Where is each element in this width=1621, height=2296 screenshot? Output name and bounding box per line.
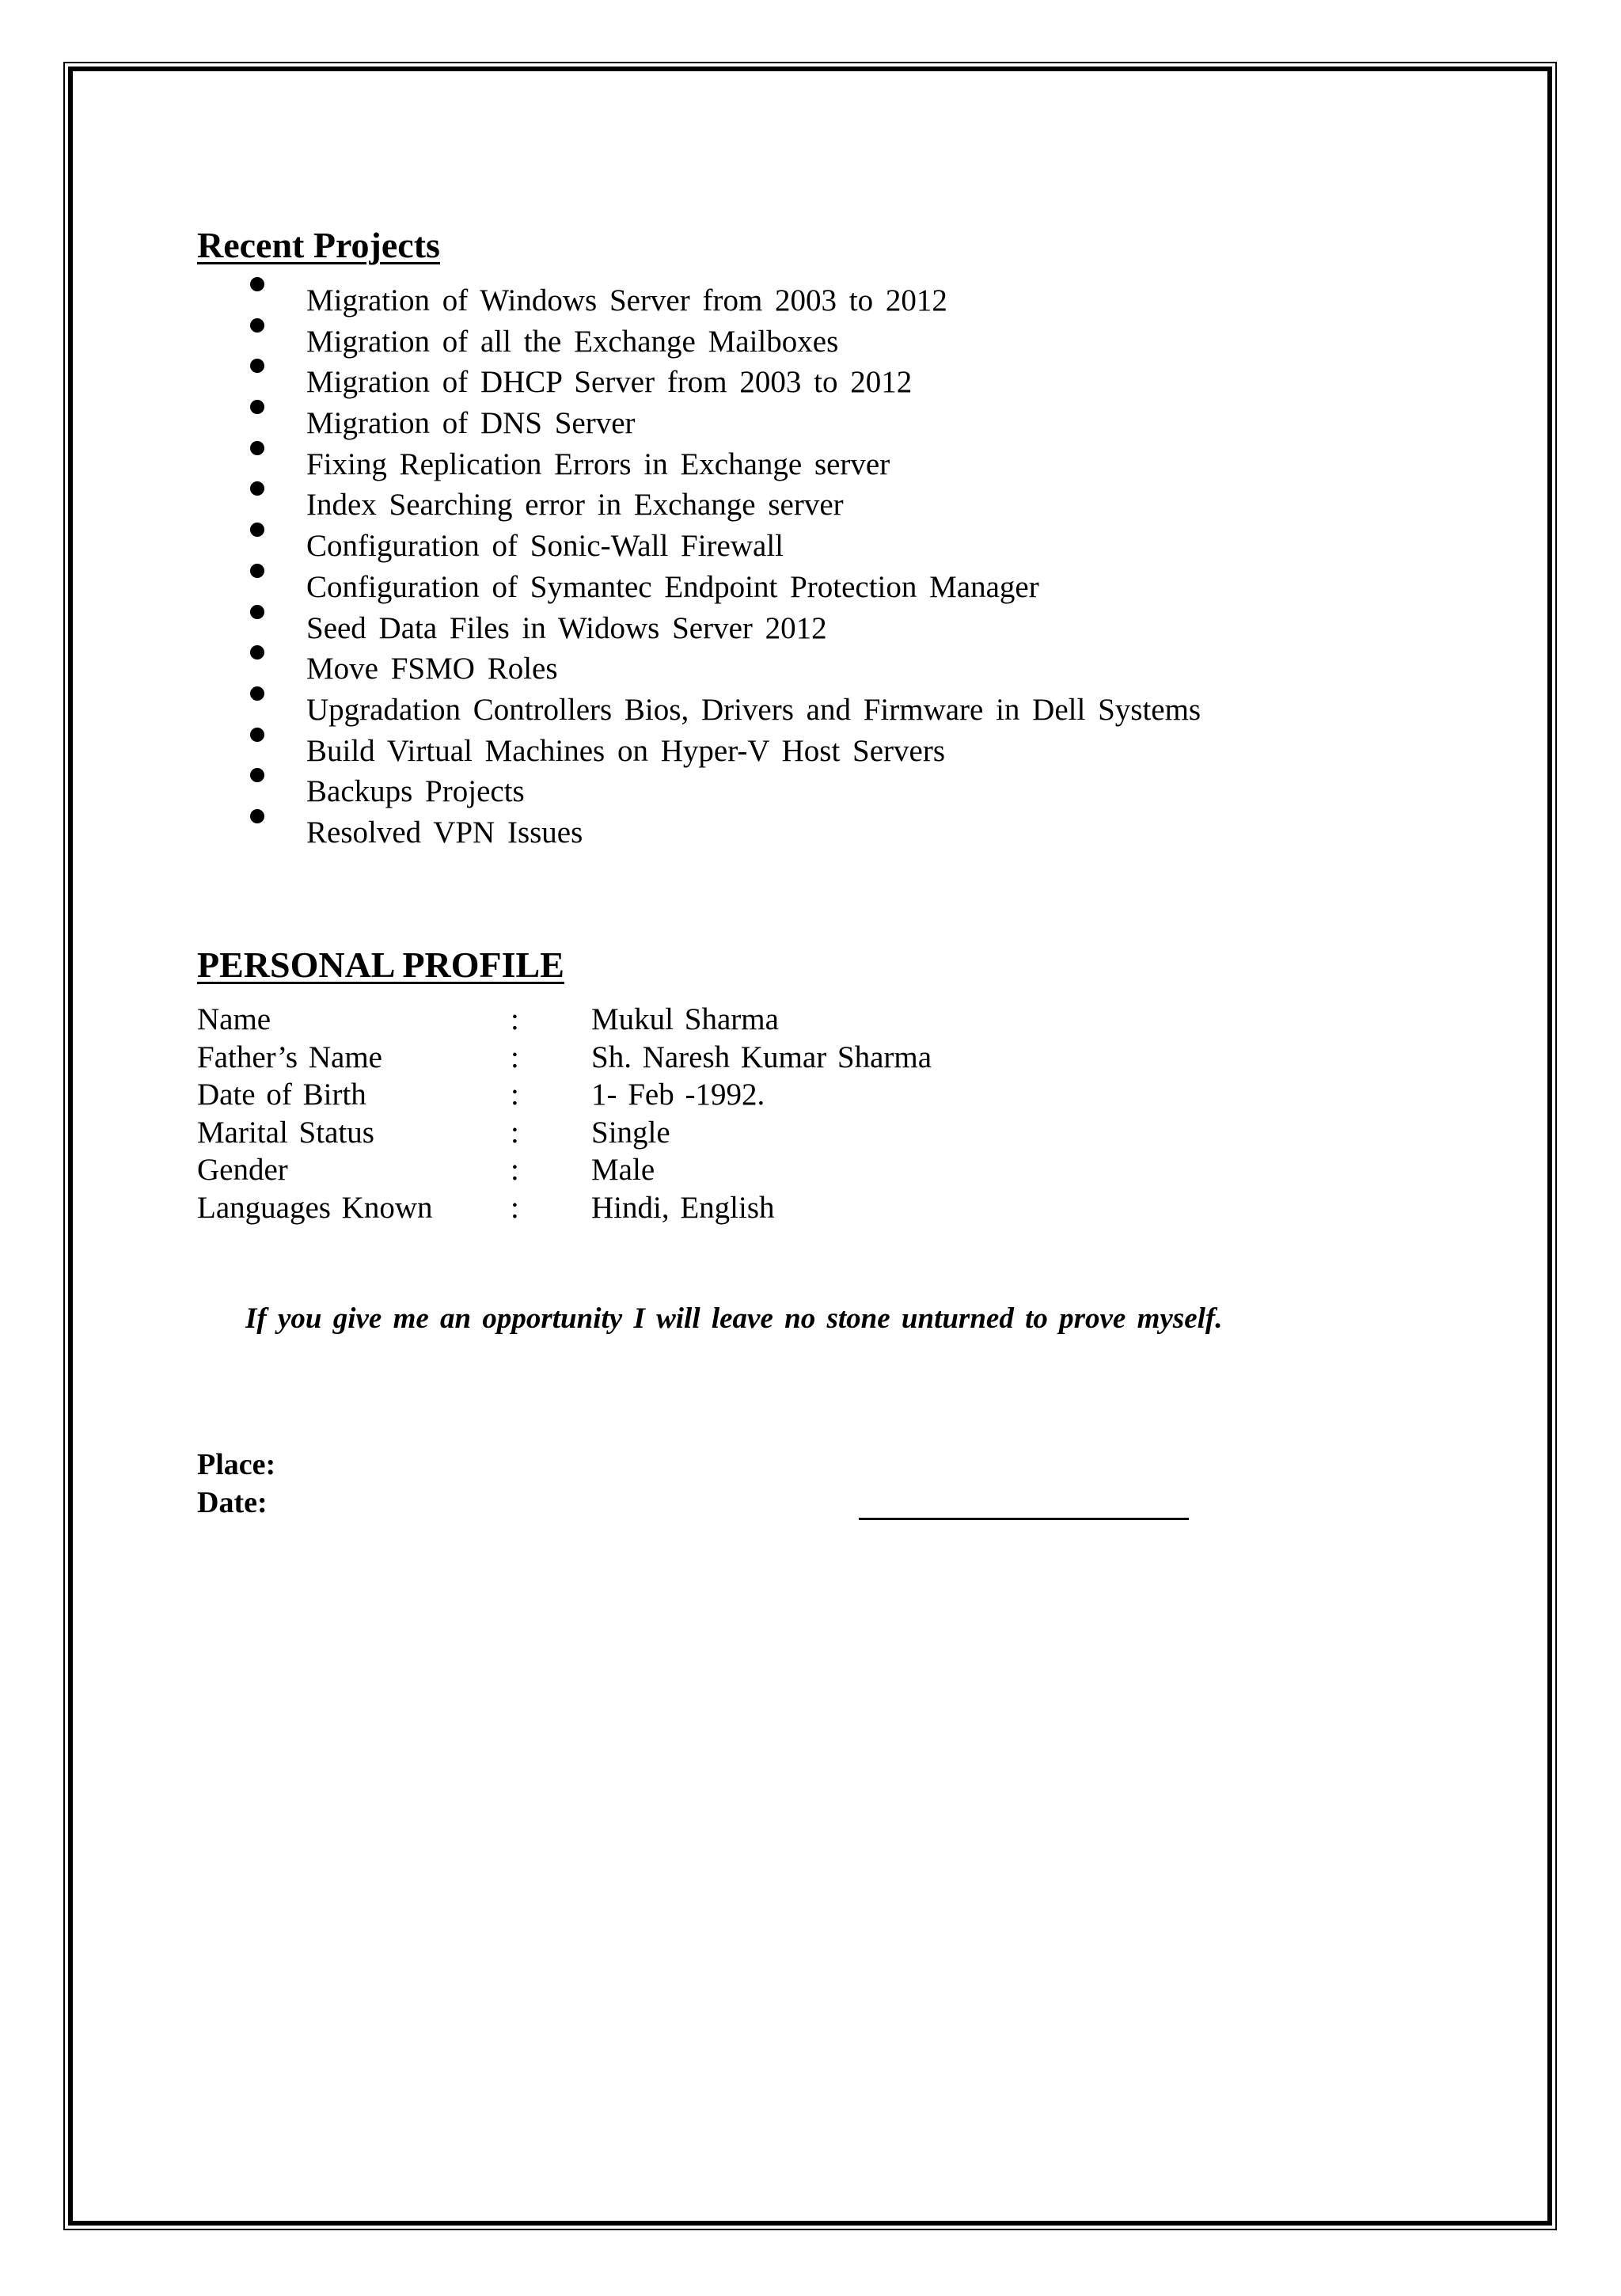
project-text: Migration of DNS Server — [306, 406, 636, 441]
bullet-icon — [250, 564, 264, 578]
profile-value: 1- Feb -1992. — [591, 1078, 765, 1112]
project-text: Migration of all the Exchange Mailboxes — [306, 324, 839, 359]
bullet-icon — [250, 441, 264, 455]
profile-separator: : — [511, 1153, 519, 1187]
project-text: Resolved VPN Issues — [306, 815, 583, 850]
place-label: Place: — [197, 1448, 276, 1481]
profile-value: Hindi, English — [591, 1190, 775, 1225]
profile-label: Gender — [197, 1153, 288, 1187]
recent-projects-heading: Recent Projects — [197, 225, 440, 266]
profile-value: Mukul Sharma — [591, 1002, 779, 1036]
project-text: Index Searching error in Exchange server — [306, 488, 844, 523]
profile-separator: : — [511, 1190, 519, 1225]
bullet-icon — [250, 523, 264, 537]
project-text: Migration of DHCP Server from 2003 to 2012 — [306, 365, 913, 400]
bullet-icon — [250, 809, 264, 823]
profile-label: Father’s Name — [197, 1040, 382, 1074]
project-text: Backups Projects — [306, 774, 525, 809]
profile-value: Sh. Naresh Kumar Sharma — [591, 1040, 932, 1074]
profile-value: Male — [591, 1153, 655, 1187]
project-text: Seed Data Files in Widows Server 2012 — [306, 610, 827, 645]
bullet-icon — [250, 686, 264, 701]
bullet-icon — [250, 400, 264, 414]
project-text: Migration of Windows Server from 2003 to 2012 — [306, 283, 947, 317]
project-text: Fixing Replication Errors in Exchange server — [306, 447, 890, 481]
profile-label: Name — [197, 1002, 271, 1036]
profile-separator: : — [511, 1115, 519, 1150]
project-text: Upgradation Controllers Bios, Drivers and Firmware in Dell Systems — [306, 692, 1202, 727]
bullet-icon — [250, 318, 264, 333]
profile-label: Languages Known — [197, 1190, 433, 1225]
bullet-icon — [250, 728, 264, 742]
profile-separator: : — [511, 1002, 519, 1036]
date-label: Date: — [197, 1486, 268, 1519]
project-text: Build Virtual Machines on Hyper-V Host Servers — [306, 733, 945, 768]
profile-separator: : — [511, 1040, 519, 1074]
bullet-icon — [250, 277, 264, 291]
profile-separator: : — [511, 1078, 519, 1112]
closing-note: If you give me an opportunity I will leave no stone unturned to prove myself. — [245, 1302, 1223, 1335]
profile-label: Date of Birth — [197, 1078, 366, 1112]
project-text: Move FSMO Roles — [306, 652, 558, 686]
signature-line — [859, 1518, 1189, 1520]
profile-value: Single — [591, 1115, 670, 1150]
personal-profile-heading: PERSONAL PROFILE — [197, 945, 564, 986]
project-text: Configuration of Sonic-Wall Firewall — [306, 529, 784, 564]
profile-label: Marital Status — [197, 1115, 374, 1150]
project-text: Configuration of Symantec Endpoint Protection Manager — [306, 569, 1039, 604]
bullet-icon — [250, 605, 264, 619]
